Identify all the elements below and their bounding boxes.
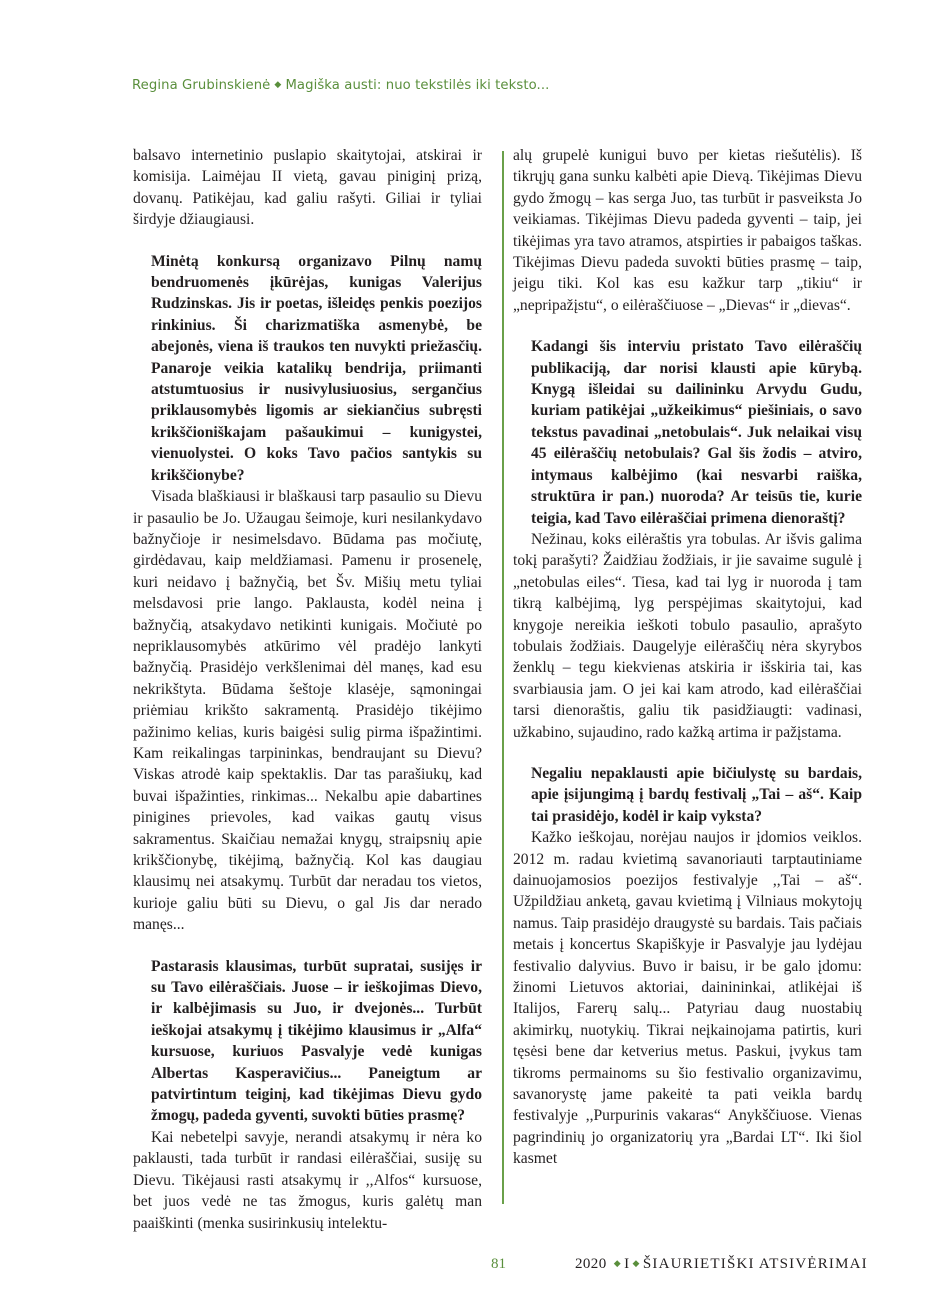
page-number: 81 [491, 1256, 506, 1272]
footer-year: 2020 [575, 1256, 607, 1272]
paragraph-continued: alų grupelė kunigui buvo per kietas riešutėlis). Iš tikrųjų gana sunku kalbėti apie Dievą. Tikėjimas Dievu gydo žmogų – kas serga Juo, tas turbūt ir pasveiksta Jo veikiamas. Tikėjimas Dievu padeda gyventi – taip, jei tikėjimas yra tavo atramos, atspirties ir pabaigos taškas. Tikėjimas Dievu padeda suvokti būties prasmę – taip, jeigu tiki. Kol kas esu kažkur tarp „tikiu“ ir „nepripažįstu“, o eilėraščiuose – „Dievas“ ir „dievas“. [513, 147, 862, 314]
interview-question: Negaliu nepaklausti apie bičiulystę su bardais, apie įsijungimą į bardų festivalį „Tai – aš“. Kaip tai prasidėjo, kodėl ir kaip vyksta? [531, 764, 862, 825]
header-author: Regina Grubinskienė [132, 78, 271, 93]
footer-issue: I [624, 1256, 630, 1272]
diamond-separator-icon: ◆ [274, 80, 282, 90]
interview-answer: Kai nebetelpi savyje, nerandi atsakymų ir nėra ko paklausti, tada turbūt ir randasi eilėraščiai, susiję su Dievu. Tikėjausi rasti atsakymų ir ,,Alfos“ kursuose, bet juos vedė ne tas žmogus, kuris galėtų man paaiškinti (menka susirinkusių intelektu- [133, 1128, 482, 1232]
header-article-title: Magiška austi: nuo tekstilės iki teksto... [285, 78, 550, 93]
interview-question: Pastarasis klausimas, turbūt supratai, susijęs ir su Tavo eilėraščiais. Juose – ir ieškojimas Dievo, ir kalbėjimasis su Juo, ir dvejonės... Turbūt ieškojai atsakymų į tikėjimo klausimus ir „Alfa“ kursuose, kuriuos Pasvalyje vedė kunigas Albertas Kasperavičius... Paneigtum ar patvirtintum teiginį, kad tikėjimas Dievu gydo žmogų, padeda gyventi, suvokti būties prasmę? [151, 957, 482, 1125]
interview-question: Kadangi šis interviu pristato Tavo eilėraščių publikaciją, dar norisi klausti apie kūrybą. Knygą išleidai su dailininku Arvydu Gudu, kuriam patikėjai „užkeikimus“ piešiniais, o savo tekstus pavadinai „netobulais“. Juk nelaikai visų 45 eilėraščių netobulais? Gal šis žodis – atviro, intymaus kalbėjimo (kai nesvarbi raiška, struktūra ir pan.) nuoroda? Ar teisūs tie, kurie teigia, kad Tavo eilėraščiai primena dienoraštį? [531, 338, 862, 527]
journal-footer [575, 1256, 868, 1273]
interview-answer: Visada blaškiausi ir blaškausi tarp pasaulio su Dievu ir pasaulio be Jo. Užaugau šeimoje, kuri nesilankydavo bažnyčioje ir nesimelsdavo. Būdama pas močiutę, girdėdavau, kaip meldžiamasi. Pamenu ir prosenelę, kuri neidavo į bažnyčią, bet Šv. Mišių metu tyliai melsdavosi prie lango. Paklausta, kodėl neina į bažnyčią, atsakydavo netikinti kunigais. Močiutė po nepriklausomybės atkūrimo vėl pradėjo lankyti bažnyčią. Prasidėjo verkšlenimai dėl manęs, kad esu nekrikštyta. Būdama šeštoje klasėje, sąmoningai priėmiau krikšto sakramentą. Prasidėjo tikėjimo pažinimo kelias, kuris baigėsi sulig pirma išpažintimi. Kam reikalingas tarpininkas, bendraujant su Dievu? Viskas atrodė kaip spektaklis. Dar tas parašiukų, kad buvai išpažinties, rinkimas... Nekalbu apie dabartines pinigines prievoles, kad vaikas gautų visus sakramentus. Skaičiau nemažai knygų, straipsnių apie krikščionybę, tikėjimą, bažnyčią. Kol kas daugiau klausimų nei atsakymų. Turbūt dar neradau tos vietos, kurioje galiu būti su Dievu, o gal Jis dar nerado manęs... [133, 488, 482, 934]
column-divider [502, 151, 504, 1204]
interview-question: Minėtą konkursą organizavo Pilnų namų bendruomenės įkūrėjas, kunigas Valerijus Rudzinskas. Jis ir poetas, išleidęs penkis poezijos rinkinius. Ši charizmatiška asmenybė, be abejonės, viena iš traukos ten nuvykti priežasčių. Panaroje veikia katalikų bendrija, priimanti atstumtuosius ir nusivylusiuosius, sergančius priklausomybės ligomis ar siekiančius subręsti krikščioniškajam pašaukimui – kunigystei, vienuolystei. O koks Tavo pačios santykis su krikščionybe? [151, 252, 482, 484]
footer-journal-name: ŠIAURIETIŠKI ATSIVĖRIMAI [642, 1256, 868, 1272]
interview-answer: Kažko ieškojau, norėjau naujos ir įdomios veiklos. 2012 m. radau kvietimą savanoriauti tarptautiniame dainuojamosios poezijos festivalyje ,,Tai – aš“. Užpildžiau anketą, gavau kvietimą į Vilniaus mokytojų namus. Taip prasidėjo draugystė su bardais. Tais pačiais metais į koncertus Skapiškyje ir Pasvalyje jau lydėjau festivalio dalyvius. Buvo ir baisu, ir be galo įdomu: žinomi Lietuvos aktoriai, dainininkai, atlikėjai iš Italijos, Farerų salų... Patyriau daug nuostabių akimirkų, nuotykių. Tikrai neįkainojama patirtis, kuri tęsėsi bene dar ketverius metus. Paskui, įvykus tam tikroms permainoms su šio festivalio organizavimu, savanorystę jame pakeitė ta pati veikla bardų festivalyje ,,Purpurinis vakaras“ Anykščiuose. Vienas pagrindinių jo organizatorių yra „Bardai LT“. Iki šiol kasmet [513, 829, 862, 1168]
diamond-separator-icon: ◆ [632, 1258, 640, 1268]
running-header [132, 78, 549, 93]
diamond-separator-icon: ◆ [613, 1258, 622, 1268]
paragraph-continued: balsavo internetinio puslapio skaitytojai, atskirai ir komisija. Laimėjau II vietą, gavau piniginį prizą, dovanų. Patikėjau, kad galiu rašyti. Giliai ir tyliai širdyje džiaugiausi. [133, 147, 482, 229]
interview-answer: Nežinau, koks eilėraštis yra tobulas. Ar išvis galima tokį parašyti? Žaidžiau žodžiais, ir jie savaime sugulė į „netobulas eiles“. Tiesa, kad tai lyg ir nuoroda į tam tikrą kalbėjimą, lyg perspėjimas skaitytojui, kad knygoje nereikia ieškoti tobulo pasaulio, aprašyto tobulais žodžiais. Daugelyje eilėraščių nėra skyrybos ženklų – tegu kiekvienas atskiria ir išskiria tai, kas svarbiausia jam. O jei kai kam atrodo, kad eilėraščiai tarsi dienoraštis, galiu tik pasidžiaugti: vadinasi, užkabino, sujaudino, rado kažką artima ir pažįstama. [513, 530, 862, 741]
right-column [513, 145, 862, 1170]
left-column [133, 145, 482, 1234]
